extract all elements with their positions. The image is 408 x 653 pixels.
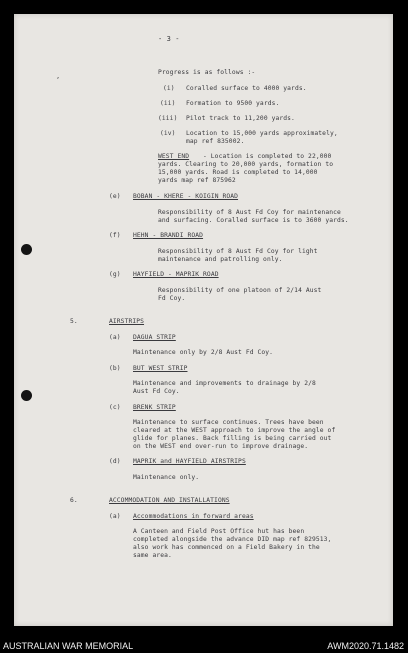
- item-num: (iii): [158, 115, 178, 122]
- section-text: Responsibility of 8 Aust Fd Coy for light: [158, 248, 318, 255]
- item-text: Pilot track to 11,200 yards.: [186, 115, 295, 122]
- section-text: Responsibility of 8 Aust Fd Coy for maintenance: [158, 209, 341, 216]
- item-text: map ref 835002.: [186, 138, 245, 145]
- section-text: Responsibility of one platoon of 2/14 Aust: [158, 287, 322, 294]
- item-text: Maintenance only by 2/8 Aust Fd Coy.: [133, 349, 274, 356]
- section-text: maintenance and patrolling only.: [158, 256, 283, 263]
- item-text: same area.: [133, 552, 172, 559]
- section-text: Fd Coy.: [158, 295, 186, 302]
- item-text: completed alongside the advance DID map ref 829513,: [133, 536, 332, 543]
- west-end-text: - Location is completed to 22,000: [203, 153, 332, 160]
- section-text: and surfacing. Coralled surface is to 3600 yards.: [158, 217, 349, 224]
- item-num: (a): [109, 334, 121, 341]
- item-text: Aust Fd Coy.: [133, 388, 180, 395]
- item-title: BUT WEST STRIP: [133, 365, 188, 372]
- item-text: A Canteen and Field Post Office hut has been: [133, 528, 305, 535]
- section-heading: ACCOMMODATION AND INSTALLATIONS: [109, 497, 230, 504]
- item-text: on the WEST end over-run to improve drainage.: [133, 443, 309, 450]
- section-number: 5.: [70, 318, 78, 325]
- item-text: Maintenance only.: [133, 474, 200, 481]
- item-num: (c): [109, 404, 121, 411]
- item-text: Location to 15,000 yards approximately,: [186, 130, 338, 137]
- west-end-text: yards map ref 875962: [158, 177, 236, 184]
- footer-bar: [0, 637, 408, 653]
- section-num: (g): [109, 271, 121, 278]
- punch-hole: [21, 244, 32, 255]
- item-text: Formation to 9500 yards.: [186, 100, 280, 107]
- item-num: (b): [109, 365, 121, 372]
- item-num: (ii): [160, 100, 176, 107]
- item-text: Coralled surface to 4000 yards.: [186, 85, 307, 92]
- item-num: (d): [109, 458, 121, 465]
- item-text: cleared at the WEST approach to improve the angle of: [133, 427, 336, 434]
- west-end-text: yards. Clearing to 20,000 yards, formation to: [158, 161, 334, 168]
- section-number: 6.: [70, 497, 78, 504]
- item-text: Maintenance to surface continues. Trees have been: [133, 419, 324, 426]
- item-text: glide for planes. Back filling is being carried out: [133, 435, 332, 442]
- section-heading: AIRSTRIPS: [109, 318, 145, 325]
- item-num: (iv): [160, 130, 176, 137]
- item-text: also work has commenced on a Field Bakery in the: [133, 544, 320, 551]
- item-title: MAPRIK and HAYFIELD AIRSTRIPS: [133, 458, 246, 465]
- section-num: (f): [109, 232, 121, 239]
- west-end-heading: WEST END: [158, 153, 190, 160]
- page-number: - 3 -: [158, 35, 180, 43]
- item-title: Accommodations in forward areas: [133, 513, 254, 520]
- item-num: (i): [163, 85, 175, 92]
- progress-intro: Progress is as follows :-: [158, 69, 256, 76]
- item-title: BRENK STRIP: [133, 404, 176, 411]
- footer-accession-number: AWM2020.71.1482: [327, 641, 404, 651]
- west-end-text: 15,000 yards. Road is completed to 14,000: [158, 169, 318, 176]
- section-title: HEHN - BRANDI ROAD: [133, 232, 204, 239]
- item-text: Maintenance and improvements to drainage by 2/8: [133, 380, 316, 387]
- margin-mark: ,: [56, 72, 61, 80]
- item-num: (a): [109, 513, 121, 520]
- punch-hole: [21, 390, 32, 401]
- footer-institution: AUSTRALIAN WAR MEMORIAL: [3, 641, 134, 651]
- section-num: (e): [109, 193, 121, 200]
- section-title: HAYFIELD - MAPRIK ROAD: [133, 271, 219, 278]
- item-title: DAGUA STRIP: [133, 334, 176, 341]
- section-title: BOBAN - KHERE - KOIGIN ROAD: [133, 193, 239, 200]
